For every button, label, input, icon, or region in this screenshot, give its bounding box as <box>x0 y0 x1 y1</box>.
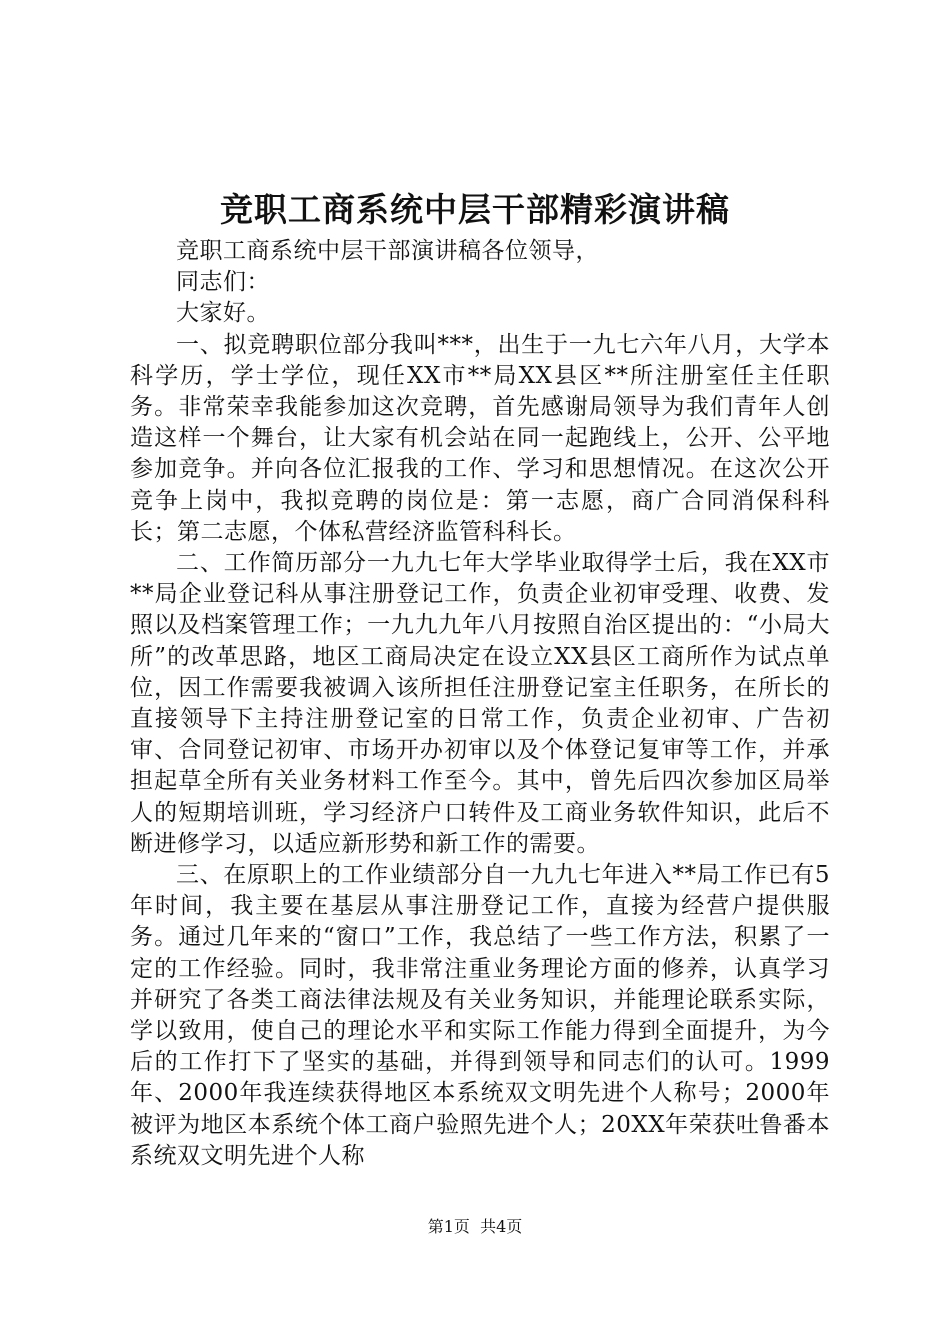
paragraph: 三、在原职上的工作业绩部分自一九九七年进入**局工作已有5年时间，我主要在基层从事注册登记工作，直接为经营户提供服务。通过几年来的“窗口”工作，我总结了一些工作方法，积累了一定的工作经验。同时，我非常注重业务理论方面的修养，认真学习并研究了各类工商法律法规及有关业务知识，并能理论联系实际，学以致用，使自己的理论水平和实际工作能力得到全面提升，为今后的工作打下了坚实的基础，并得到领导和同志们的认可。1999年、2000年我连续获得地区本系统双文明先进个人称号；2000年被评为地区本系统个体工商户验照先进个人；20XX年荣获吐鲁番本系统双文明先进个人称 <box>130 862 830 1169</box>
greeting-line: 大家好。 <box>176 300 270 327</box>
salutation-line: 竞职工商系统中层干部演讲稿各位领导， <box>176 238 599 264</box>
document-title: 竞职工商系统中层干部精彩演讲稿 <box>220 190 730 229</box>
paragraph: 一、拟竞聘职位部分我叫***，出生于一九七六年八月，大学本科学历，学士学位，现任XX市**局XX县区**所注册室任主任职务。非常荣幸我能参加这次竞聘，首先感谢局领导为我们青年人创造这样一个舞台，让大家有机会站在同一起跑线上，公开、公平地参加竞争。并向各位汇报我的工作、学习和思想情况。在这次公开竞争上岗中，我拟竞聘的岗位是：第一志愿，商广合同消保科科长；第二志愿，个体私营经济监管科科长。 <box>130 331 830 545</box>
salutation-line: 同志们： <box>176 269 270 296</box>
paragraph: 二、工作简历部分一九九七年大学毕业取得学士后，我在XX市**局企业登记科从事注册登记工作，负责企业初审受理、收费、发照以及档案管理工作；一九九九年八月按照自治区提出的：“小局大所”的改革思路，地区工商局决定在设立XX县区工商所作为试点单位，因工作需要我被调入该所担任注册登记室主任职务，在所长的直接领导下主持注册登记室的日常工作，负责企业初审、广告初审、合同登记初审、市场开办初审以及个体登记复审等工作，并承担起草全所有关业务材料工作至今。其中，曾先后四次参加区局举人的短期培训班，学习经济户口转件及工商业务软件知识，此后不断进修学习，以适应新形势和新工作的需要。 <box>130 550 830 857</box>
document-body <box>130 236 830 1172</box>
page-number: 第1页 共4页 <box>427 1217 523 1236</box>
